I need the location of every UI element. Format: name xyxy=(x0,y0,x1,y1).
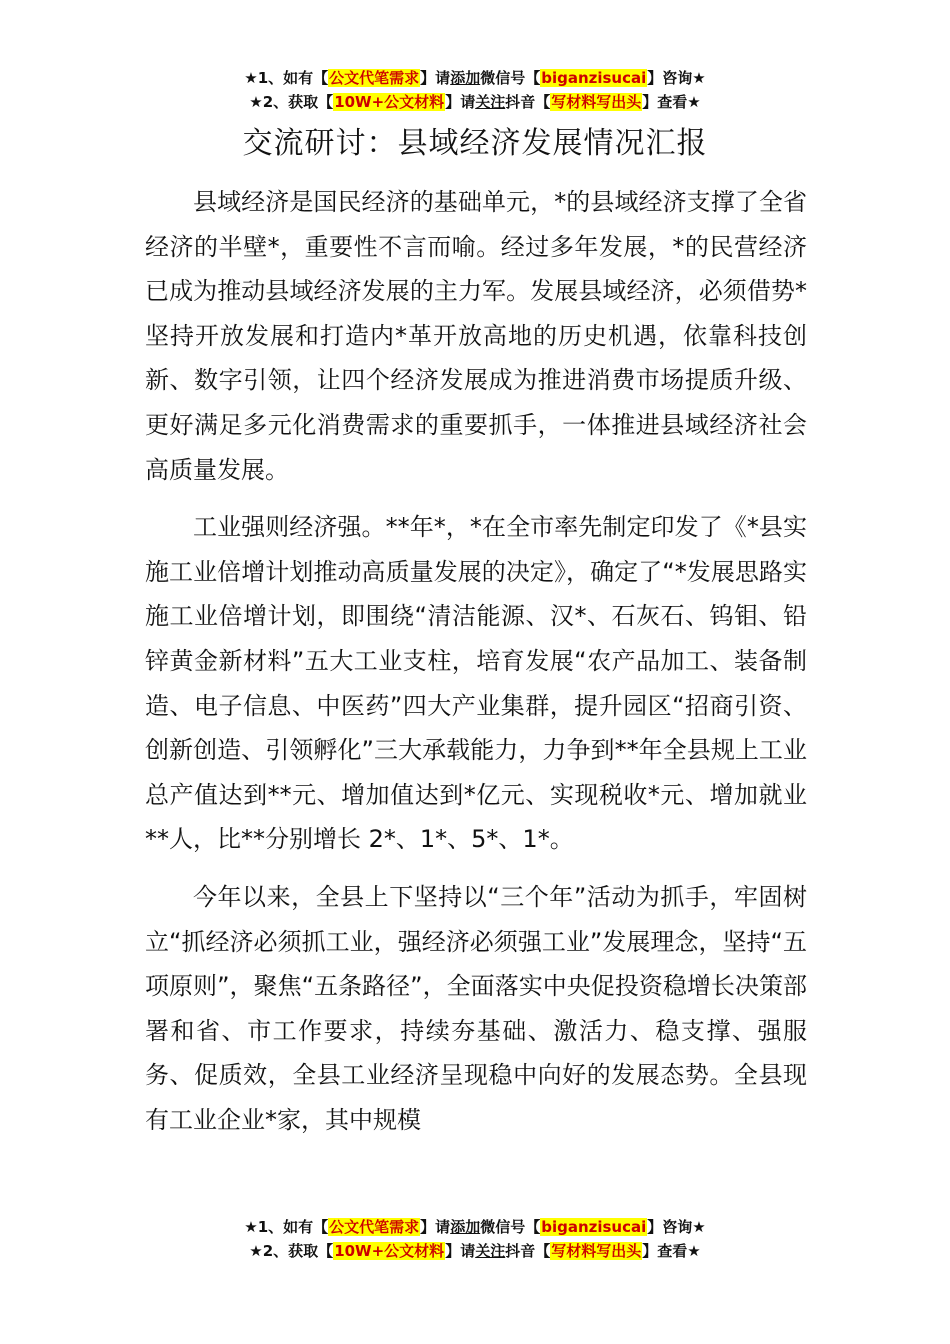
promo-douyin-account: 写材料写出头 xyxy=(551,93,642,111)
document-title: 交流研讨：县域经济发展情况汇报 xyxy=(242,126,708,161)
promo-text: ★1、如有【 xyxy=(244,69,329,87)
document-body xyxy=(145,180,807,1155)
header-promo-notice xyxy=(0,66,950,114)
body-paragraph: 县域经济是国民经济的基础单元，*的县域经济支撑了全省经济的半壁*，重要性不言而喻。经过多年发展，*的民营经济已成为推动县域经济发展的主力军。发展县域经济，必须借势*坚持开放发展和打造内*革开放高地的历史机遇，依靠科技创新、数字引领，让四个经济发展成为推进消费市场提质升级、更好满足多元化消费需求的重要抓手，一体推进县域经济社会高质量发展。 xyxy=(145,188,807,484)
promo-text: 】请 xyxy=(445,93,476,111)
promo-text: ★2、获取【 xyxy=(249,1242,334,1260)
promo-line-2 xyxy=(0,1239,950,1263)
promo-text: 抖音【 xyxy=(505,1242,551,1260)
promo-text: 】请 xyxy=(445,1242,476,1260)
promo-douyin-account: 写材料写出头 xyxy=(551,1242,642,1260)
body-paragraph: 工业强则经济强。**年*，*在全市率先制定印发了《*县实施工业倍增计划推动高质量发展的决定》，确定了“*发展思路实施工业倍增计划，即围绕“清洁能源、汉*、石灰石、钨钼、铅锌黄金新材料”五大工业支柱，培育发展“农产品加工、装备制造、电子信息、中医药”四大产业集群，提升园区“招商引资、创新创造、引领孵化”三大承载能力，力争到**年全县规上工业总产值达到**元、增加值达到*亿元、实现税收*元、增加就业**人，比**分别增长 2*、1*、5*、1*。 xyxy=(145,513,807,854)
promo-text: 】请 xyxy=(420,69,451,87)
promo-text: ★1、如有【 xyxy=(244,1218,329,1236)
promo-underlined-text: 关注 xyxy=(475,93,506,111)
body-paragraph: 今年以来，全县上下坚持以“三个年”活动为抓手，牢固树立“抓经济必须抓工业，强经济必须强工业”发展理念，坚持“五项原则”，聚焦“五条路径”，全面落实中央促投资稳增长决策部署和省、市工作要求，持续夯基础、激活力、稳支撑、强服务、促质效，全县工业经济呈现稳中向好的发展态势。全县现有工业企业*家，其中规模 xyxy=(145,882,807,1134)
promo-highlight: 10W+公文材料 xyxy=(334,1242,445,1260)
promo-highlight: 公文代笔需求 xyxy=(329,1218,420,1236)
promo-underlined-text: 添加 xyxy=(450,1218,481,1236)
promo-text: 微信号【 xyxy=(480,1218,541,1236)
promo-text: 抖音【 xyxy=(505,93,551,111)
promo-line-1 xyxy=(0,66,950,90)
promo-wechat-id: biganzisucai xyxy=(541,69,647,87)
promo-highlight: 公文代笔需求 xyxy=(329,69,420,87)
promo-text: 】查看★ xyxy=(642,1242,701,1260)
footer-promo-notice xyxy=(0,1215,950,1263)
promo-text: 】查看★ xyxy=(642,93,701,111)
promo-text: 】请 xyxy=(420,1218,451,1236)
promo-text: ★2、获取【 xyxy=(249,93,334,111)
promo-text: 】咨询★ xyxy=(647,1218,706,1236)
promo-underlined-text: 添加 xyxy=(450,69,481,87)
promo-underlined-text: 关注 xyxy=(475,1242,506,1260)
promo-line-1 xyxy=(0,1215,950,1239)
promo-text: 微信号【 xyxy=(480,69,541,87)
promo-wechat-id: biganzisucai xyxy=(541,1218,647,1236)
promo-text: 】咨询★ xyxy=(647,69,706,87)
promo-line-2 xyxy=(0,90,950,114)
promo-highlight: 10W+公文材料 xyxy=(334,93,445,111)
